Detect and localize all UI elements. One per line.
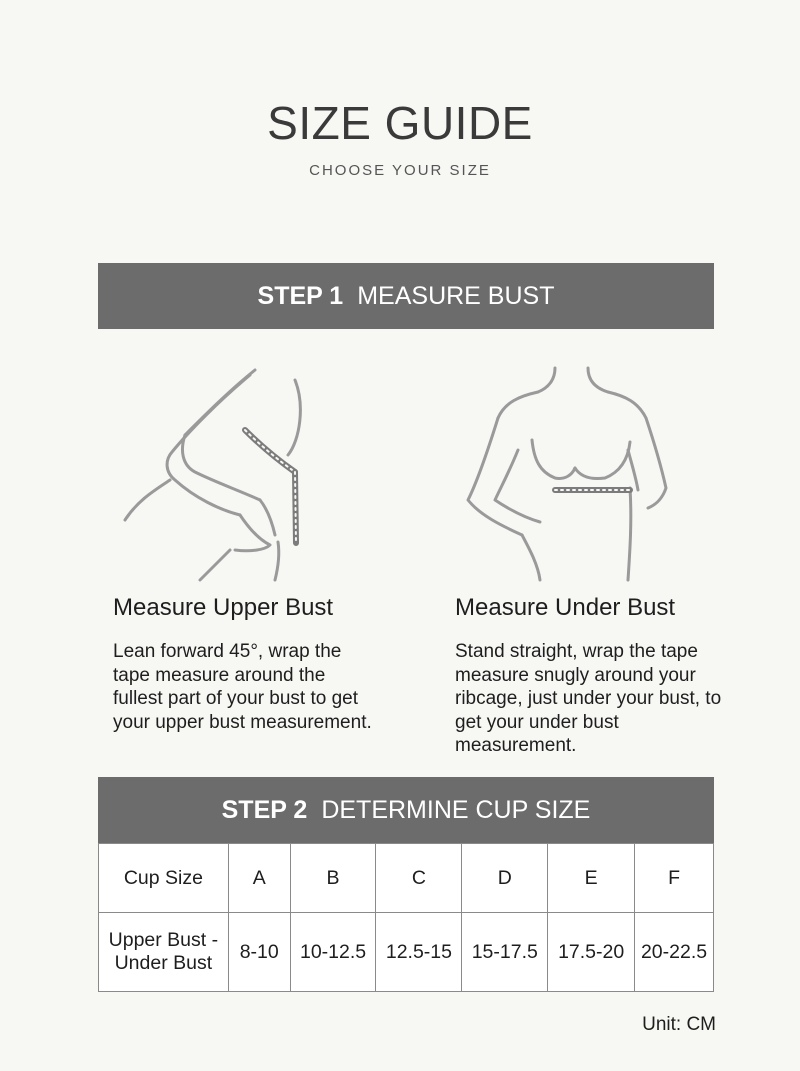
table-cell: D [462, 844, 548, 913]
step1-banner [98, 263, 714, 329]
step2-label: DETERMINE CUP SIZE [321, 795, 591, 824]
upper-bust-heading: Measure Upper Bust [113, 594, 334, 621]
upper-bust-instructions: Lean forward 45°, wrap the tape measure around the fullest part of your bust to get your upper bust measurement. [113, 641, 372, 733]
step2-number: STEP 2 [221, 795, 308, 824]
table-cell: A [228, 844, 290, 913]
step2-banner [98, 777, 714, 843]
table-cell: B [290, 844, 376, 913]
table-header-cell [99, 913, 229, 992]
table-row [99, 844, 714, 913]
page-title: SIZE GUIDE [267, 97, 533, 149]
table-cell: C [376, 844, 462, 913]
table-cell: 12.5-15 [376, 913, 462, 992]
table-cell: 20-22.5 [635, 913, 714, 992]
table-cell: E [548, 844, 635, 913]
step1-number: STEP 1 [257, 281, 344, 310]
page-subtitle: CHOOSE YOUR SIZE [309, 162, 491, 179]
table-cell: 17.5-20 [548, 913, 635, 992]
step1-label: MEASURE BUST [357, 281, 555, 310]
cup-size-table [98, 843, 714, 992]
under-bust-illustration [460, 360, 680, 585]
under-bust-instructions: Stand straight, wrap the tape measure snugly around your ribcage, just under your bust, to get your under bust measurement. [455, 641, 722, 756]
unit-label: Unit: CM [642, 1014, 716, 1035]
table-cell: 15-17.5 [462, 913, 548, 992]
row-header-line2: Under Bust [114, 952, 213, 974]
table-cell: 10-12.5 [290, 913, 376, 992]
under-bust-heading: Measure Under Bust [455, 594, 676, 621]
table-row [99, 913, 714, 992]
table-header-cell: Cup Size [99, 844, 229, 913]
table-cell: F [635, 844, 714, 913]
table-cell: 8-10 [228, 913, 290, 992]
row-header-line1: Upper Bust - [108, 929, 219, 951]
upper-bust-illustration [110, 360, 330, 585]
